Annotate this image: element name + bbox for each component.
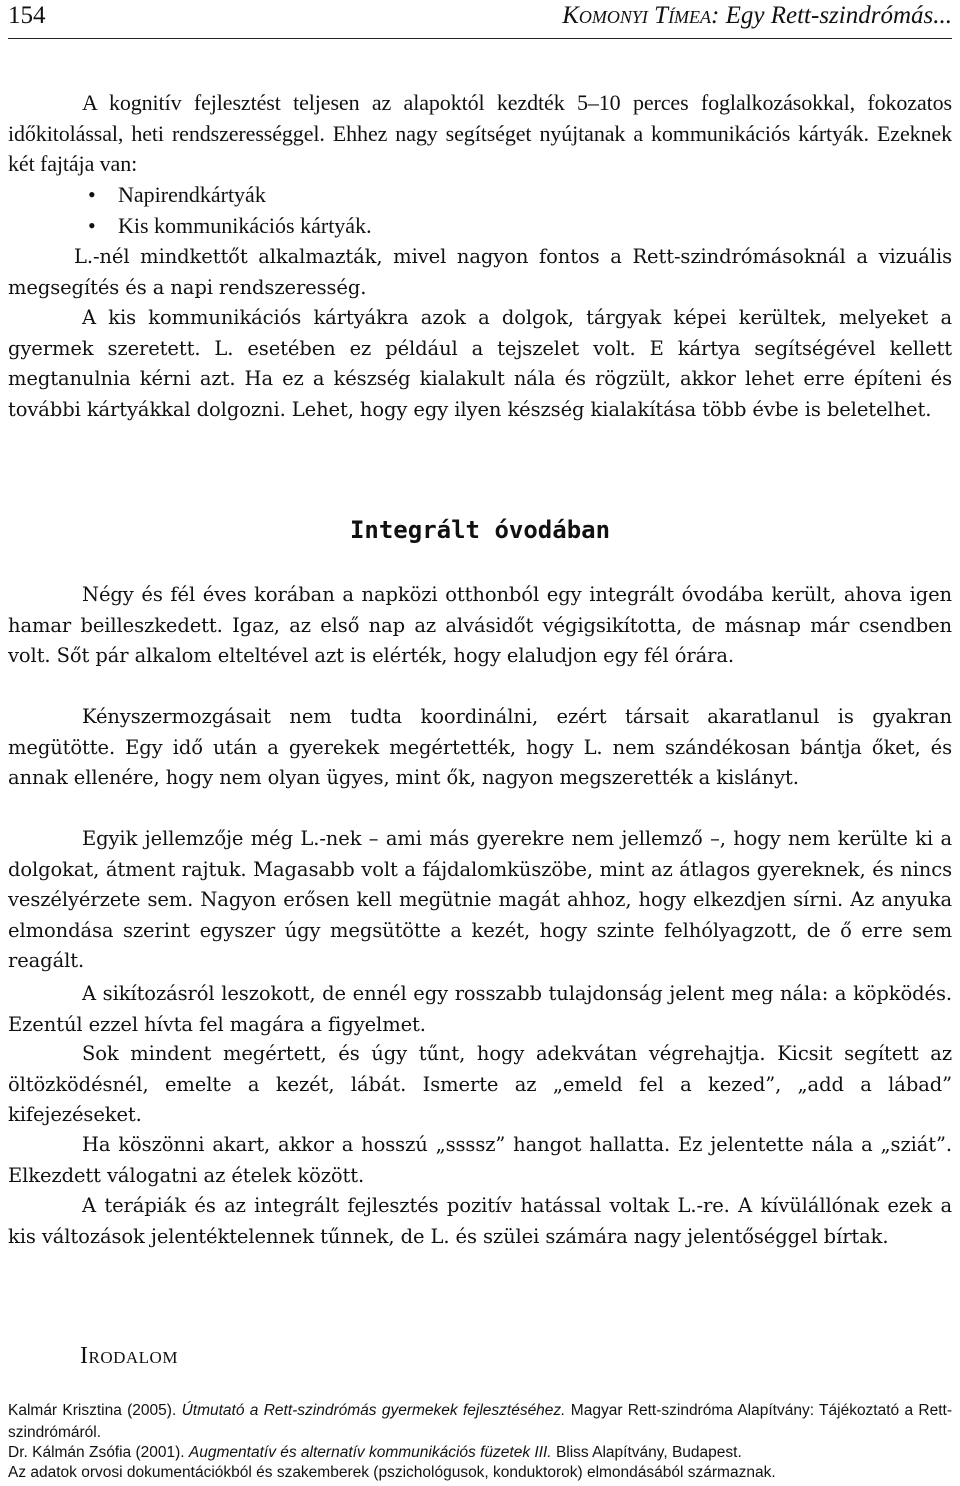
bullet-item-2-label: Kis kommunikációs kártyák. [118, 213, 372, 238]
section-paragraph-1: Négy és fél éves korában a napközi otthonból egy integrált óvodába került, ahova igen hamar beilleszkedett. Igaz, az első nap az alvásidőt végigsikította, de másnap már csendben volt. Sőt pár alkalom elteltével azt is elérték, hogy elaludjon egy fél órára. [8, 583, 952, 667]
ref-1-title: Útmutató a Rett-szindrómás gyermekek fejlesztéséhez. [181, 1402, 566, 1419]
references-heading: Irodalom [80, 1343, 178, 1369]
ref-2-author: Dr. Kálmán Zsófia (2001). [8, 1444, 185, 1461]
bullet-item-1 [88, 180, 788, 211]
running-author: Komonyi Tímea [562, 2, 712, 29]
ref-1-author: Kalmár Krisztina (2005). [8, 1402, 177, 1419]
reference-item-2 [8, 1442, 952, 1464]
bullet-item-1-label: Napirendkártyák [118, 182, 266, 207]
ref-1-rest: Magyar Rett-szindróma Alapítvány: Tájékoztató a Rett-szindrómáról. [8, 1402, 952, 1441]
ref-2-rest: Bliss Alapítvány, Budapest. [555, 1444, 742, 1461]
references-note: Az adatok orvosi dokumentációkból és szakemberek (pszichológusok, konduktorok) elmondásából származnak. [8, 1464, 776, 1481]
section-paragraph-5: Sok mindent megértett, és úgy tűnt, hogy adekvátan végrehajtja. Kicsit segített az öltözködésnél, emelte a kezét, lábát. Ismerte az „emeld fel a kezed”, „add a lábad” kifejezéseket. [8, 1042, 952, 1126]
section-paragraph-4: A sikítozásról leszokott, de ennél egy rosszabb tulajdonság jelent meg nála: a köpködés. Ezentúl ezzel hívta fel magára a figyelmet. [8, 982, 952, 1036]
section-paragraph-2: Kényszermozgásait nem tudta koordinálni, ezért társait akaratlanul is gyakran megütötte. Egy idő után a gyerekek megértették, hogy L. nem szándékosan bántja őket, és annak ellenére, hogy nem olyan ügyes, mint ők, nagyon megszerették a kislányt. [8, 705, 952, 789]
reference-item-1 [8, 1400, 952, 1444]
running-header [8, 0, 952, 39]
running-title [562, 2, 952, 30]
section-paragraph-3: Egyik jellemzője még L.-nek – ami más gyerekre nem jellemző –, hogy nem kerülte ki a dolgokat, átment rajtuk. Magasabb volt a fájdalomküszöbe, mint az átlagos gyereknek, és nincs veszélyérzete sem. Nagyon erősen kell megütnie magát ahhoz, hogy elkezdjen sírni. Az anyuka elmondása szerint egyszer úgy megsütötte a kezét, hogy szinte felhólyagzott, de ő erre sem reagált. [8, 827, 952, 972]
section-paragraph-6: Ha köszönni akart, akkor a hosszú „ssssz” hangot hallatta. Ez jelentette nála a „sziát”. Elkezdett válogatni az ételek között. [8, 1133, 952, 1187]
page-number: 154 [8, 2, 46, 29]
bullet-icon: • [88, 182, 96, 207]
bullet-item-2 [88, 211, 788, 242]
bullet-icon: • [88, 213, 96, 238]
ref-2-title: Augmentatív és alternatív kommunikációs füzetek III. [188, 1444, 552, 1461]
intro-paragraph-1: A kognitív fejlesztést teljesen az alapoktól kezdték 5–10 perces foglalkozásokkal, fokozatos időkitolással, heti rendszerességgel. Ehhez nagy segítséget nyújtanak a kommunikációs kártyák. Ezeknek két fajtája van: [8, 90, 952, 176]
running-title-text: : Egy Rett-szindrómás... [711, 2, 952, 29]
section-paragraph-7: A terápiák és az integrált fejlesztés pozitív hatással voltak L.-re. A kívülállónak ezek a kis változások jelentéktelennek tűnnek, de L. és szülei számára nagy jelentőséggel bírtak. [8, 1194, 952, 1248]
section-heading: Integrált óvodában [349, 516, 611, 544]
intro-paragraph-2: L.-nél mindkettőt alkalmazták, mivel nagyon fontos a Rett-szindrómásoknál a vizuális megsegítés és a napi rendszeresség. [8, 245, 952, 299]
intro-paragraph-3: A kis kommunikációs kártyákra azok a dolgok, tárgyak képei kerültek, melyeket a gyermek szeretett. L. esetében ez például a tejszelet volt. E kártya segítségével kellett megtanulnia kérni azt. Ha ez a készség kialakult nála és rögzült, akkor lehet erre építeni és további kártyákkal dolgozni. Lehet, hogy egy ilyen készség kialakítása több évbe is beletelhet. [8, 306, 952, 421]
